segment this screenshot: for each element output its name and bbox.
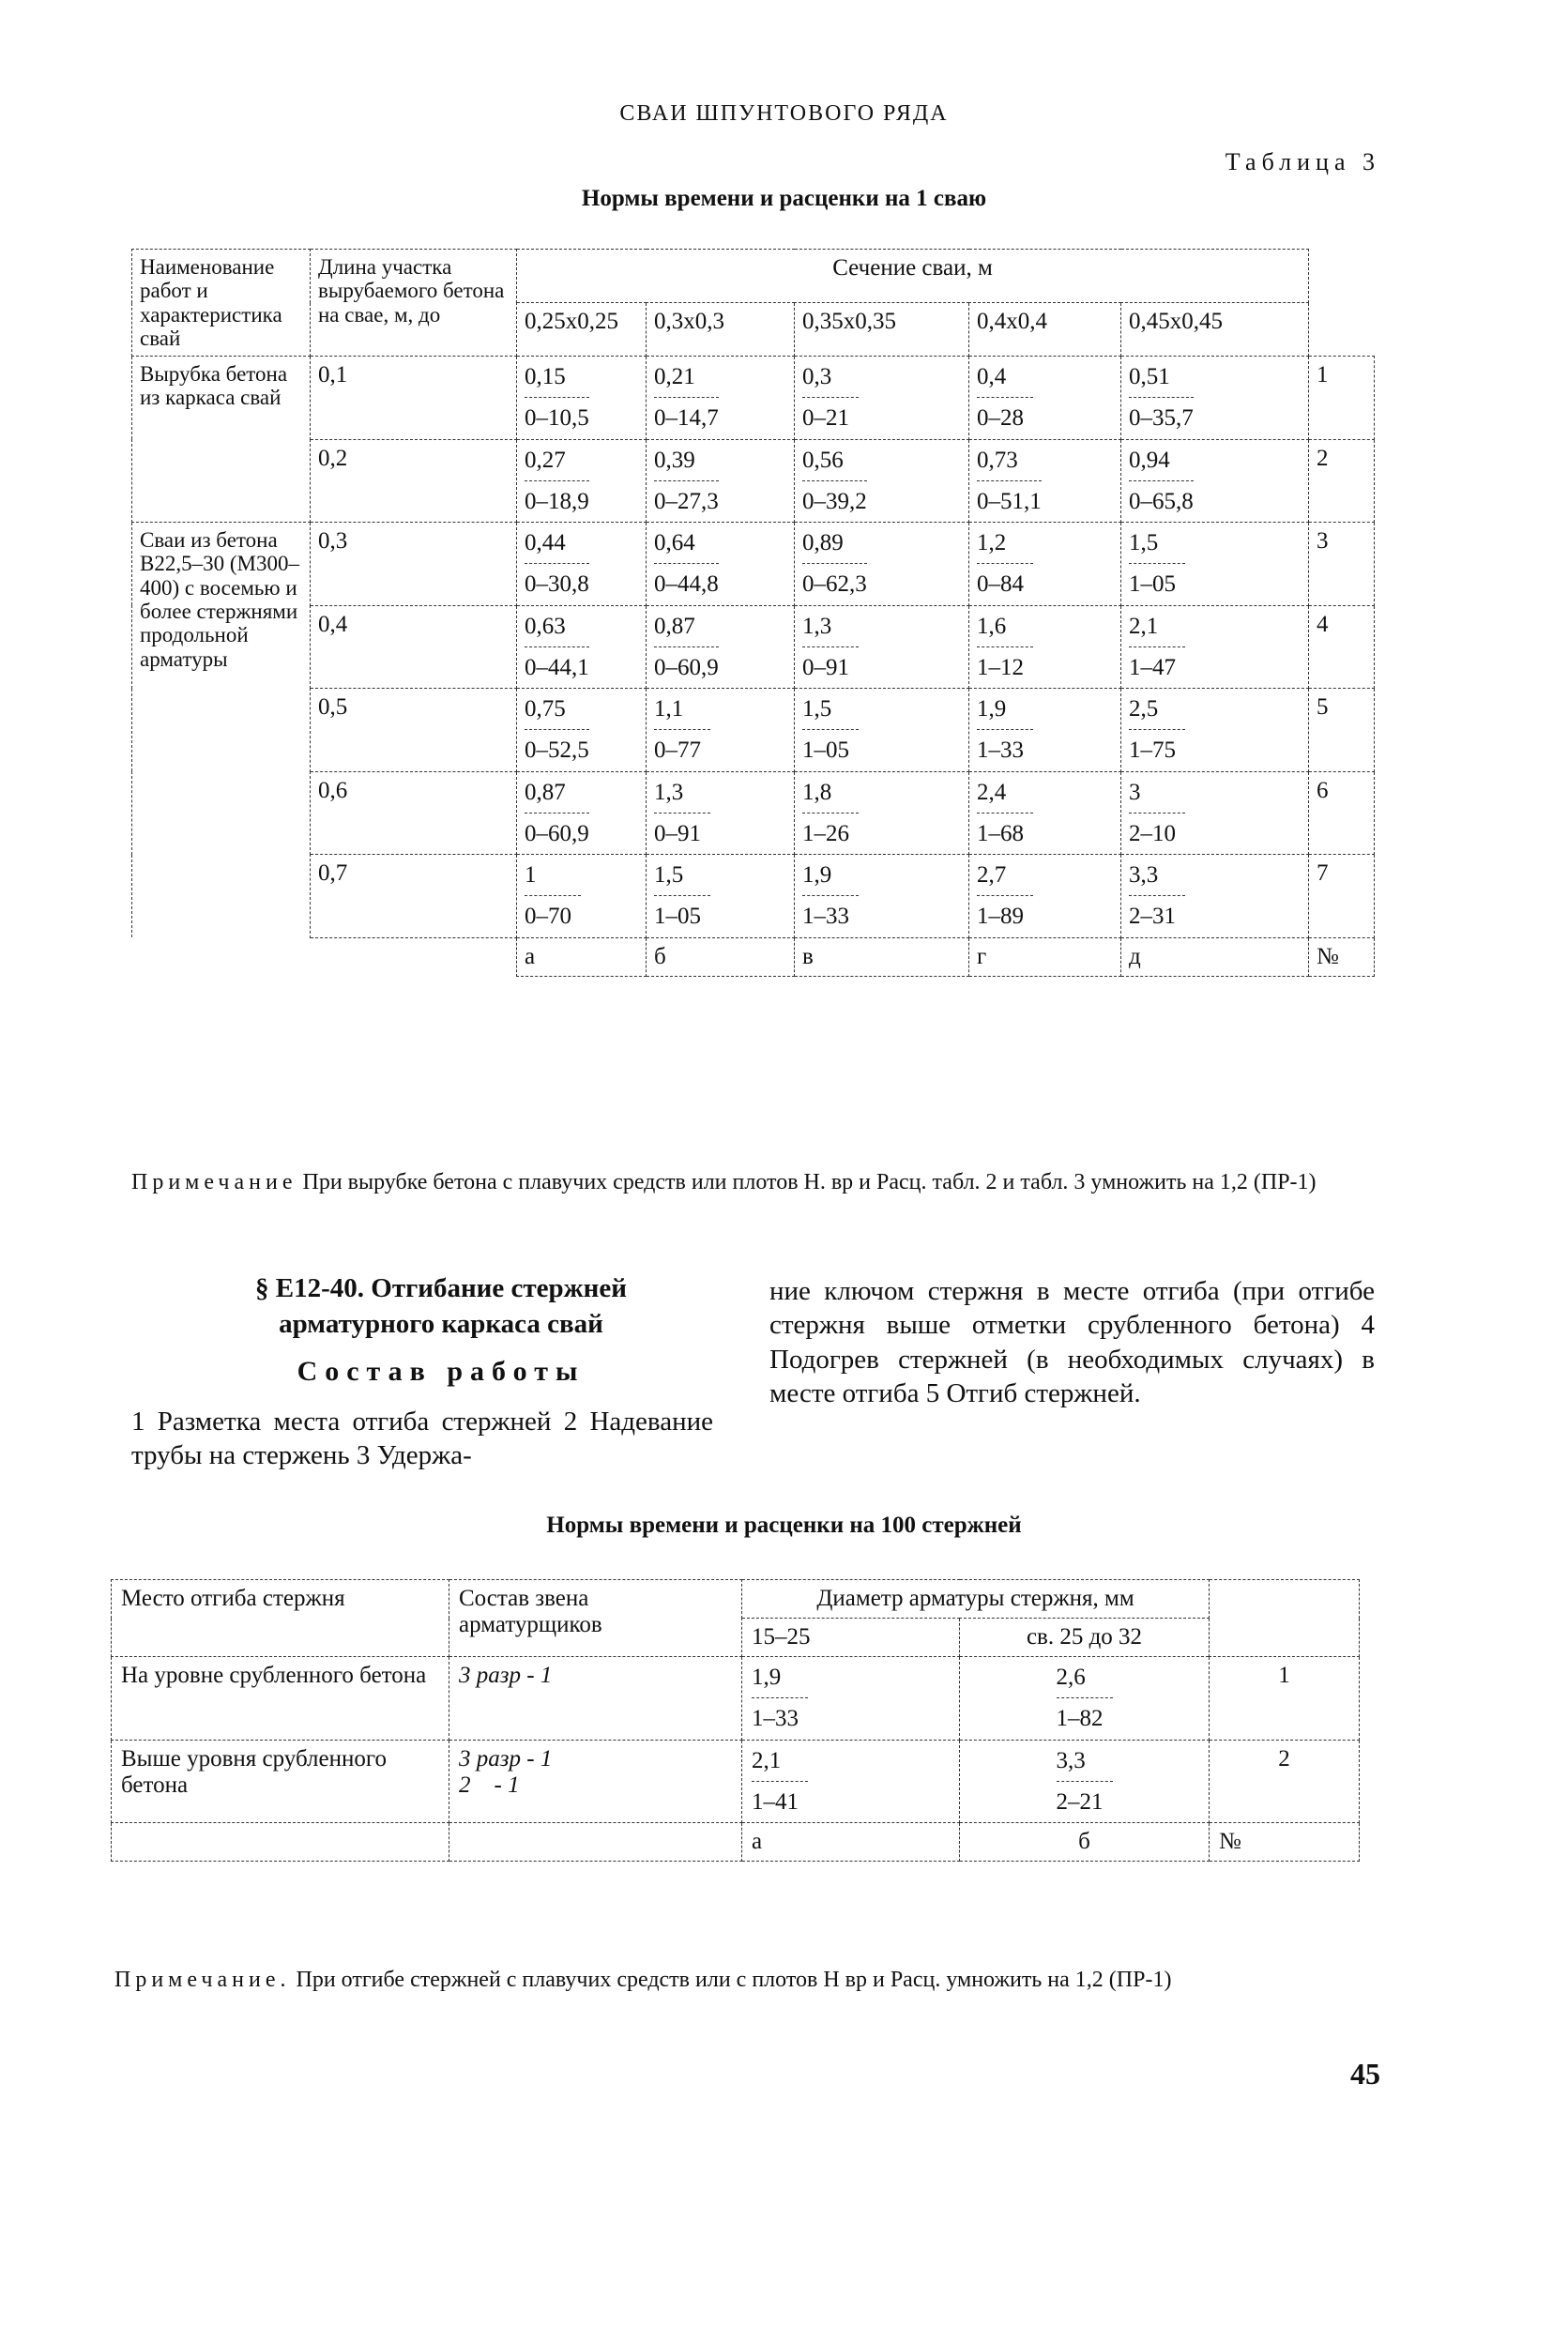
norm-time: 1,9 <box>752 1663 808 1698</box>
table-row <box>132 523 1375 606</box>
value-fraction <box>752 1663 808 1734</box>
t2-head-crew: Состав звена арматурщиков <box>449 1580 742 1657</box>
t3-section-e: 0,45x0,45 <box>1121 303 1309 357</box>
value-fraction <box>752 1746 808 1817</box>
t3-letter: а <box>517 937 647 976</box>
t2-letter: б <box>960 1823 1210 1862</box>
t3-letter: г <box>969 937 1121 976</box>
t3-length: 0,6 <box>311 771 517 855</box>
norm-time: 0,15 <box>525 362 589 398</box>
rate: 1–89 <box>977 904 1024 930</box>
value-fraction <box>1057 1746 1113 1817</box>
t3-section-b: 0,3x0,3 <box>647 303 795 357</box>
note1 <box>131 1168 1389 1196</box>
rate: 1–41 <box>752 1788 799 1815</box>
value-fraction <box>977 528 1033 600</box>
rate: 0–77 <box>654 738 701 764</box>
norm-time: 0,89 <box>802 528 867 564</box>
t3-row-num: 1 <box>1309 357 1375 440</box>
norm-time: 1,9 <box>977 694 1033 730</box>
rate: 0–21 <box>802 405 849 432</box>
note1-prefix: Примечание <box>131 1170 297 1194</box>
rate: 1–33 <box>752 1706 799 1732</box>
rate: 0–35,7 <box>1129 405 1194 432</box>
table3-caption: Нормы времени и расценки на 1 сваю <box>581 186 987 211</box>
norm-time: 0,3 <box>802 362 859 398</box>
t2-crew-line: 2 - 1 <box>459 1772 520 1798</box>
value-fraction <box>802 778 859 849</box>
note2 <box>114 1966 1372 1994</box>
norm-time: 0,94 <box>1129 446 1194 481</box>
table2 <box>111 1579 1360 1862</box>
norm-time: 0,87 <box>525 778 589 814</box>
section-title: § Е12-40. Отгибание стержней арматурного каркаса свай <box>255 1273 627 1339</box>
t3-row-num: 6 <box>1309 771 1375 855</box>
table3 <box>131 249 1375 977</box>
norm-time: 1,3 <box>654 778 710 814</box>
t3-head-section: Сечение сваи, м <box>517 250 1309 303</box>
t3-row-num: 7 <box>1309 855 1375 938</box>
norm-time: 2,7 <box>977 860 1033 896</box>
norm-time: 0,73 <box>977 446 1042 481</box>
value-fraction <box>525 860 581 932</box>
value-fraction <box>654 528 719 600</box>
value-fraction <box>1129 528 1185 600</box>
rate: 0–44,1 <box>525 654 589 680</box>
t3-group1: Вырубка бетона из каркаса свай <box>132 357 311 523</box>
value-fraction <box>977 446 1042 517</box>
table2-caption: Нормы времени и расценки на 100 стержней <box>546 1513 1022 1538</box>
norm-time: 0,56 <box>802 446 867 481</box>
rate: 0–70 <box>525 904 571 930</box>
norm-time: 1,1 <box>654 694 710 730</box>
t3-length: 0,7 <box>311 855 517 938</box>
rate: 0–28 <box>977 405 1024 432</box>
t3-length: 0,3 <box>311 523 517 606</box>
t3-row-num: 3 <box>1309 523 1375 606</box>
table-row <box>132 771 1375 855</box>
work-left: 1 Разметка места отгиба стержней 2 Надевание трубы на стержень 3 Удержа- <box>131 1407 713 1471</box>
t3-length: 0,1 <box>311 357 517 440</box>
value-fraction <box>802 362 859 433</box>
value-fraction <box>654 612 719 683</box>
t2-diam-a: 15–25 <box>742 1619 960 1657</box>
norm-time: 1,5 <box>1129 528 1185 564</box>
norm-time: 0,51 <box>1129 362 1194 398</box>
rate: 2–10 <box>1129 820 1176 846</box>
value-fraction <box>654 778 710 849</box>
rate: 0–44,8 <box>654 571 719 598</box>
norm-time: 0,44 <box>525 528 589 564</box>
table-row <box>112 1740 1360 1823</box>
norm-time: 1,6 <box>977 612 1033 647</box>
value-fraction <box>1129 362 1194 433</box>
norm-time: 0,87 <box>654 612 719 647</box>
norm-time: 1,5 <box>654 860 710 896</box>
table-row <box>132 605 1375 689</box>
t2-diam-b: св. 25 до 32 <box>960 1619 1210 1657</box>
value-fraction <box>977 612 1033 683</box>
t3-length: 0,2 <box>311 439 517 523</box>
value-fraction <box>1057 1663 1113 1734</box>
t3-section-d: 0,4x0,4 <box>969 303 1121 357</box>
norm-time: 2,6 <box>1057 1663 1113 1698</box>
table3-label: Таблица 3 <box>1225 148 1380 175</box>
t2-head-place: Место отгиба стержня <box>112 1580 449 1657</box>
value-fraction <box>525 362 589 433</box>
norm-time: 3,3 <box>1129 860 1185 896</box>
t3-letter: д <box>1121 937 1309 976</box>
t3-length: 0,5 <box>311 689 517 772</box>
value-fraction <box>977 694 1033 766</box>
value-fraction <box>977 362 1033 433</box>
rate: 2–21 <box>1056 1788 1104 1815</box>
t3-row-num: 4 <box>1309 605 1375 689</box>
rate: 0–27,3 <box>654 488 719 514</box>
value-fraction <box>1129 446 1194 517</box>
t2-crew-line: 3 разр - 1 <box>459 1663 553 1688</box>
value-fraction <box>654 362 719 433</box>
t3-head-name: Наименование работ и характеристика свай <box>132 250 311 357</box>
page-header: СВАИ ШПУНТОВОГО РЯДА <box>619 101 949 126</box>
table-row <box>112 1657 1360 1741</box>
value-fraction <box>525 612 589 683</box>
rate: 1–47 <box>1129 654 1176 680</box>
work-heading: Состав работы <box>297 1356 586 1387</box>
value-fraction <box>1129 778 1185 849</box>
rate: 1–33 <box>802 904 849 930</box>
rate: 0–91 <box>654 820 701 846</box>
note2-prefix: Примечание. <box>114 1968 291 1992</box>
t2-crew-line: 3 разр - 1 <box>459 1745 553 1772</box>
value-fraction <box>802 612 859 683</box>
norm-time: 2,1 <box>1129 612 1185 647</box>
rate: 1–82 <box>1056 1706 1104 1732</box>
work-right: ние ключом стержня в месте отгиба (при отгибе стержня выше отметки срубленного бетона) 4 Подогрев стержней (в необходимых случаях) в месте отгиба 5 Отгиб стержней. <box>769 1276 1375 1408</box>
value-fraction <box>525 446 589 517</box>
t3-group2: Сваи из бетона B22,5–30 (M300–400) с восемью и более стержнями продольной арматуры <box>132 523 311 938</box>
table-row <box>132 357 1375 440</box>
rate: 0–39,2 <box>802 488 867 514</box>
t3-section-a: 0,25x0,25 <box>517 303 647 357</box>
t2-num-label: № <box>1210 1823 1360 1862</box>
t3-letter: в <box>795 937 969 976</box>
norm-time: 1,5 <box>802 694 859 730</box>
page-number: 45 <box>1350 2057 1380 2091</box>
rate: 1–05 <box>802 738 849 764</box>
value-fraction <box>654 860 710 932</box>
norm-time: 0,21 <box>654 362 719 398</box>
value-fraction <box>977 860 1033 932</box>
value-fraction <box>525 778 589 849</box>
norm-time: 3,3 <box>1057 1746 1113 1782</box>
rate: 1–12 <box>977 654 1024 680</box>
note2-text: При отгибе стержней с плавучих средств или с плотов Н вр и Расц. умножить на 1,2 (ПР-1) <box>296 1968 1172 1992</box>
note1-text: При вырубке бетона с плавучих средств или плотов Н. вр и Расц. табл. 2 и табл. 3 умножить на 1,2 (ПР-1) <box>302 1170 1317 1194</box>
value-fraction <box>654 694 710 766</box>
t3-row-num: 5 <box>1309 689 1375 772</box>
value-fraction <box>525 694 589 766</box>
norm-time: 3 <box>1129 778 1185 814</box>
norm-time: 1,3 <box>802 612 859 647</box>
rate: 0–14,7 <box>654 405 719 432</box>
rate: 0–52,5 <box>525 738 589 764</box>
value-fraction <box>977 778 1033 849</box>
value-fraction <box>1129 860 1185 932</box>
t2-row-num: 1 <box>1210 1657 1360 1741</box>
norm-time: 0,63 <box>525 612 589 647</box>
table-row <box>132 689 1375 772</box>
rate: 0–65,8 <box>1129 488 1194 514</box>
value-fraction <box>654 446 719 517</box>
t3-length: 0,4 <box>311 605 517 689</box>
norm-time: 0,39 <box>654 446 719 481</box>
table-row <box>132 439 1375 523</box>
t3-section-c: 0,35x0,35 <box>795 303 969 357</box>
norm-time: 0,4 <box>977 362 1033 398</box>
rate: 0–91 <box>802 654 849 680</box>
norm-time: 0,27 <box>525 446 589 481</box>
rate: 1–05 <box>1129 571 1176 598</box>
value-fraction <box>802 694 859 766</box>
rate: 0–60,9 <box>654 654 719 680</box>
value-fraction <box>1129 612 1185 683</box>
norm-time: 2,5 <box>1129 694 1185 730</box>
rate: 1–75 <box>1129 738 1176 764</box>
rate: 1–68 <box>977 820 1024 846</box>
rate: 2–31 <box>1129 904 1176 930</box>
norm-time: 2,4 <box>977 778 1033 814</box>
t2-letter: а <box>742 1823 960 1862</box>
rate: 0–51,1 <box>977 488 1042 514</box>
norm-time: 1,9 <box>802 860 859 896</box>
rate: 0–18,9 <box>525 488 589 514</box>
rate: 1–05 <box>654 904 701 930</box>
rate: 1–26 <box>802 820 849 846</box>
t3-row-num: 2 <box>1309 439 1375 523</box>
norm-time: 0,75 <box>525 694 589 730</box>
rate: 0–62,3 <box>802 571 867 598</box>
rate: 0–30,8 <box>525 571 589 598</box>
t2-head-diam: Диаметр арматуры стержня, мм <box>742 1580 1210 1619</box>
t2-place: На уровне срубленного бетона <box>112 1657 449 1741</box>
rate: 0–10,5 <box>525 405 589 432</box>
t3-num-label: № <box>1309 937 1375 976</box>
rate: 0–60,9 <box>525 820 589 846</box>
norm-time: 0,64 <box>654 528 719 564</box>
value-fraction <box>802 446 867 517</box>
norm-time: 1 <box>525 860 581 896</box>
value-fraction <box>802 528 867 600</box>
rate: 1–33 <box>977 738 1024 764</box>
t3-letter: б <box>647 937 795 976</box>
t2-place: Выше уровня срубленного бетона <box>112 1740 449 1823</box>
rate: 0–84 <box>977 571 1024 598</box>
norm-time: 1,8 <box>802 778 859 814</box>
norm-time: 1,2 <box>977 528 1033 564</box>
t2-row-num: 2 <box>1210 1740 1360 1823</box>
table-row <box>132 855 1375 938</box>
value-fraction <box>525 528 589 600</box>
value-fraction <box>802 860 859 932</box>
value-fraction <box>1129 694 1185 766</box>
t3-head-length: Длина участка вырубаемого бетона на сваe, м, до <box>311 250 517 357</box>
norm-time: 2,1 <box>752 1746 808 1782</box>
